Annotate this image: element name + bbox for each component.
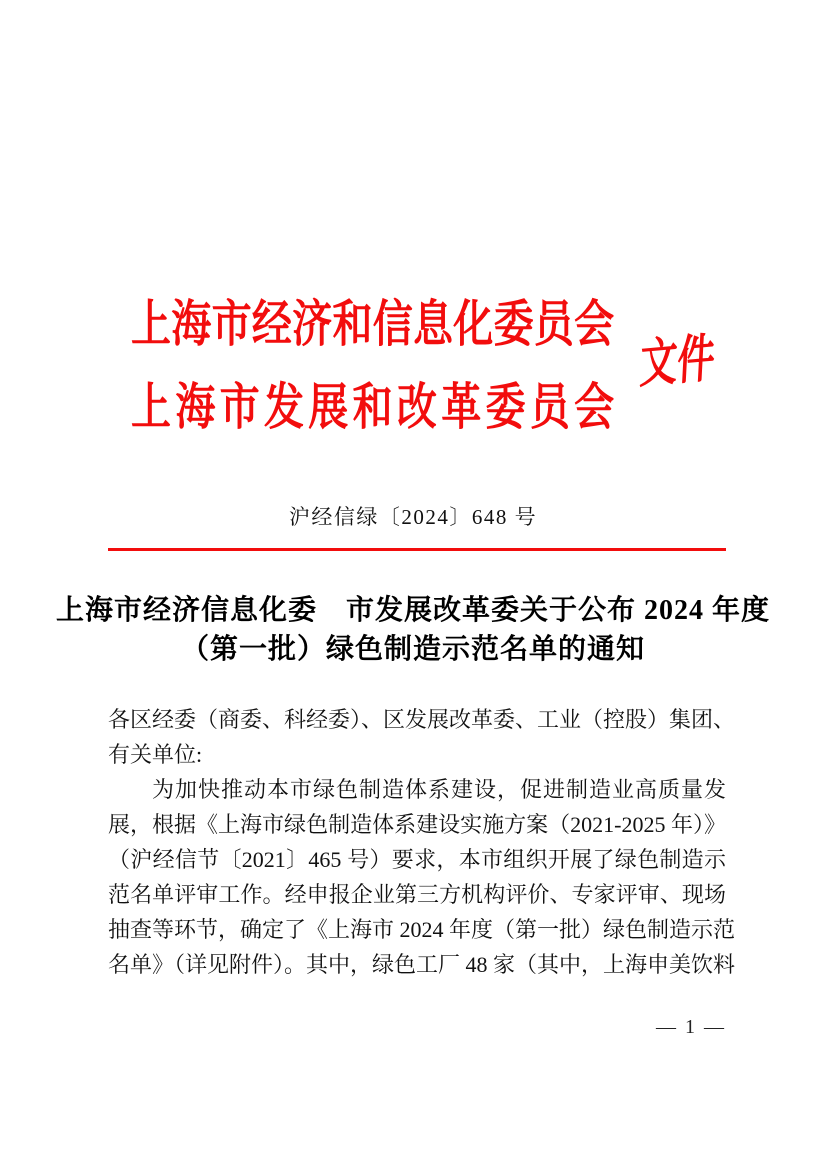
body-line-salutation-end: 有关单位: <box>108 742 203 767</box>
body-line: 名单》（详见附件）。其中，绿色工厂 48 家（其中，上海申美饮料 <box>108 952 736 977</box>
agency-name-line-1: 上 海 市 经 济 和 信 息 化 委 员 会 <box>131 296 615 352</box>
body-line: 展，根据《上海市绿色制造体系建设实施方案（2021-2025 年）》 <box>108 812 726 837</box>
agency-name-line-2: 上 海 市 发 展 和 改 革 委 员 会 <box>131 379 615 435</box>
document-title <box>0 591 826 669</box>
document-type-label: 文件 <box>638 330 717 395</box>
body-line: （沪经信节〔2021〕465 号）要求，本市组织开展了绿色制造示 <box>108 847 726 872</box>
document-number: 沪经信绿〔2024〕648 号 <box>288 505 538 529</box>
title-line-2: （第一批）绿色制造示范名单的通知 <box>180 634 645 665</box>
body-line: 范名单评审工作。经申报企业第三方机构评价、专家评审、现场 <box>108 882 726 907</box>
red-separator-line <box>108 548 726 551</box>
body-line-salutation: 各区经委（商委、科经委）、区发展改革委、工业（控股）集团、 <box>108 707 736 732</box>
body-line: 抽查等环节，确定了《上海市 2024 年度（第一批）绿色制造示范 <box>108 917 736 942</box>
title-line-1: 上海市经济信息化委 市发展改革委关于公布 2024 年度 <box>55 595 770 626</box>
page-number: — 1 — <box>656 1016 726 1038</box>
body-line: 为加快推动本市绿色制造体系建设，促进制造业高质量发 <box>152 777 726 802</box>
document-body <box>108 702 736 982</box>
